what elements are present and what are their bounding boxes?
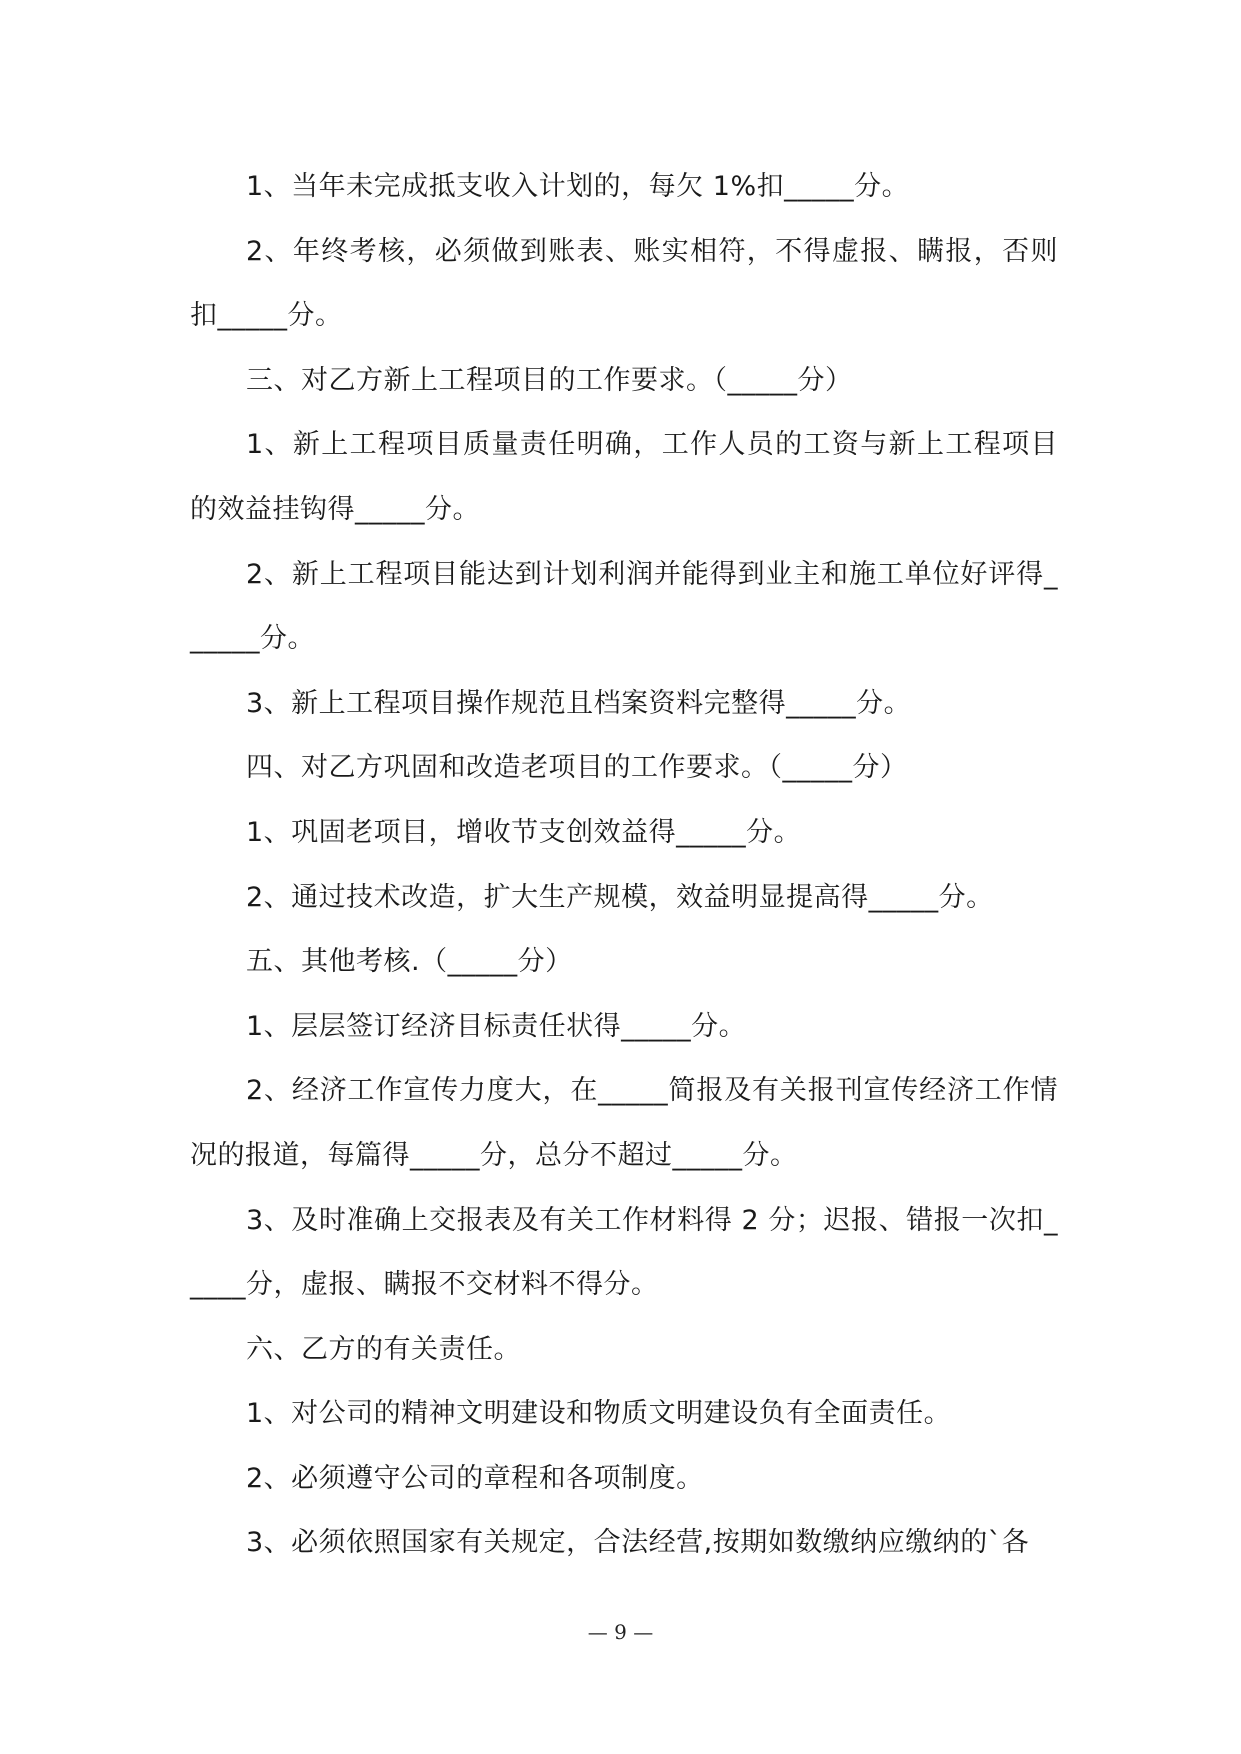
- paragraph-5: 2、新上工程项目能达到计划利润并能得到业主和施工单位好评得______分。: [190, 558, 1058, 655]
- paragraph-1: 1、当年未完成抵支收入计划的，每欠 1%扣_____分。: [246, 171, 910, 202]
- paragraph-11: 1、层层签订经济目标责任状得_____分。: [246, 1010, 747, 1042]
- paragraph-13: 3、及时准确上交报表及有关工作材料得 2 分；迟报、错报一次扣_____分，虚报、瞒报不交材料不得分。: [190, 1204, 1058, 1301]
- paragraph-4: 1、新上工程项目质量责任明确，工作人员的工资与新上工程项目的效益挂钩得_____分。: [190, 429, 1058, 525]
- paragraph-16: 2、必须遵守公司的章程和各项制度。: [246, 1462, 704, 1494]
- paragraph-15: 1、对公司的精神文明建设和物质文明建设负有全面责任。: [246, 1398, 952, 1430]
- page-number: — 9 —: [587, 1620, 654, 1644]
- paragraph-9: 2、通过技术改造，扩大生产规模，效益明显提高得_____分。: [246, 881, 994, 913]
- section-heading-3: 三、对乙方新上工程项目的工作要求。（_____分）: [246, 364, 853, 396]
- section-heading-6: 六、乙方的有关责任。: [246, 1333, 521, 1365]
- paragraph-2: 2、年终考核，必须做到账表、账实相符，不得虚报、瞒报，否则扣_____分。: [190, 235, 1058, 332]
- section-heading-5: 五、其他考核.（_____分）: [246, 946, 573, 978]
- document-body: [190, 155, 1058, 1576]
- paragraph-17: 3、必须依照国家有关规定，合法经营,按期如数缴纳应缴纳的`各: [246, 1527, 1030, 1559]
- paragraph-12: 2、经济工作宣传力度大，在_____简报及有关报刊宣传经济工作情况的报道，每篇得_____分，总分不超过_____分。: [190, 1075, 1058, 1171]
- paragraph-6: 3、新上工程项目操作规范且档案资料完整得_____分。: [246, 687, 912, 719]
- paragraph-8: 1、巩固老项目，增收节支创效益得_____分。: [246, 816, 802, 848]
- section-heading-4: 四、对乙方巩固和改造老项目的工作要求。（_____分）: [246, 752, 908, 784]
